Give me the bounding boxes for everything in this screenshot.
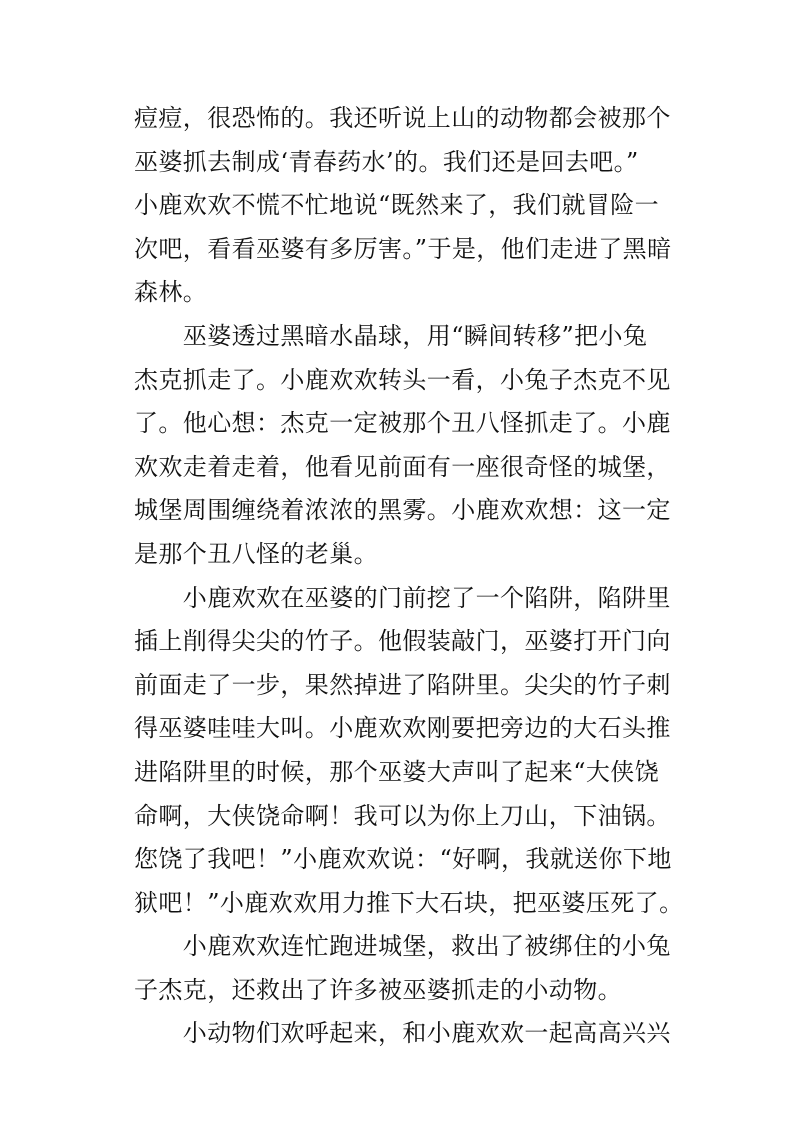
text-line: 小鹿欢欢在巫婆的门前挖了一个陷阱，陷阱里 <box>134 583 671 612</box>
text-line: 得巫婆哇哇大叫。小鹿欢欢刚要把旁边的大石头推 <box>134 714 671 743</box>
text-line: 前面走了一步，果然掉进了陷阱里。尖尖的竹子刺 <box>134 670 671 699</box>
text-line: 杰克抓走了。小鹿欢欢转头一看，小兔子杰克不见 <box>134 365 671 394</box>
text-line: 小鹿欢欢连忙跑进城堡，救出了被绑住的小兔 <box>134 932 671 961</box>
text-line: 巫婆抓去制成‘青春药水’的。我们还是回去吧。” <box>134 147 639 176</box>
text-line: 您饶了我吧！”小鹿欢欢说：“好啊，我就送你下地 <box>134 845 672 874</box>
text-line: 子杰克，还救出了许多被巫婆抓走的小动物。 <box>134 975 622 1004</box>
text-line: 进陷阱里的时候，那个巫婆大声叫了起来“大侠饶 <box>134 757 660 786</box>
text-line: 森林。 <box>134 278 208 307</box>
text-line: 次吧，看看巫婆有多厉害。”于是，他们走进了黑暗 <box>134 234 672 263</box>
text-line: 插上削得尖尖的竹子。他假装敲门，巫婆打开门向 <box>134 627 671 656</box>
text-line: 小动物们欢呼起来，和小鹿欢欢一起高高兴兴 <box>134 1019 671 1048</box>
story-text <box>134 97 684 1056</box>
text-line: 城堡周围缠绕着浓浓的黑雾。小鹿欢欢想：这一定 <box>134 496 671 525</box>
text-line: 小鹿欢欢不慌不忙地说“既然来了，我们就冒险一 <box>134 191 660 220</box>
text-line: 是那个丑八怪的老巢。 <box>134 539 378 568</box>
text-line: 巫婆透过黑暗水晶球，用“瞬间转移”把小兔 <box>134 321 648 350</box>
text-line: 命啊，大侠饶命啊！我可以为你上刀山，下油锅。 <box>134 801 671 830</box>
text-line: 狱吧！”小鹿欢欢用力推下大石块，把巫婆压死了。 <box>134 888 684 917</box>
text-line: 欢欢走着走着，他看见前面有一座很奇怪的城堡， <box>134 452 671 481</box>
text-line: 了。他心想：杰克一定被那个丑八怪抓走了。小鹿 <box>134 409 671 438</box>
text-line: 痘痘，很恐怖的。我还听说上山的动物都会被那个 <box>134 104 671 132</box>
